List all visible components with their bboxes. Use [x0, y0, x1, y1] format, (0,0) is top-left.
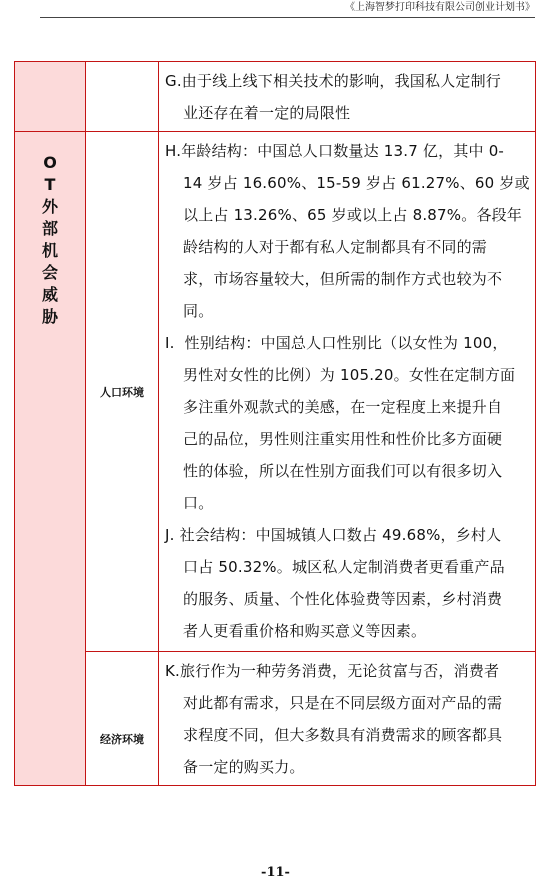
content-cell: [159, 132, 536, 652]
page-header: [40, 0, 535, 18]
category-title: OT外部机会威胁: [41, 153, 58, 326]
subcategory-cell: [86, 652, 159, 786]
content-cell: [159, 62, 536, 132]
subcategory-label: 人口环境: [100, 385, 144, 399]
category-cell: [15, 132, 86, 786]
document-title: 《上海智梦打印科技有限公司创业计划书》: [345, 2, 535, 13]
list-item: G.由于线上线下相关技术的影响，我国私人定制行 业还存在着一定的局限性: [165, 72, 501, 122]
subcategory-cell: [86, 132, 159, 652]
list-item: K.旅行作为一种劳务消费，无论贫富与否，消费者 对此都有需求，只是在不同层级方面对产品的需 求程度不同，但大多数具有消费需求的顾客都具 备一定的购买力。: [165, 662, 503, 776]
table-row: [15, 132, 536, 652]
list-item: J. 社会结构：中国城镇人口数占 49.68%，乡村人 口占 50.32%。城区私人定制消费者更看重产品 的服务、质量、个性化体验费等因素，乡村消费 者人更看重价格和购买意义等因素。: [165, 526, 505, 640]
table-row: [15, 652, 536, 786]
list-item: H.年龄结构：中国总人口数量达 13.7 亿，其中 0- 14 岁占 16.60%、15-59 岁占 61.27%、60 岁或 以上占 13.26%、65 岁或以上占 8.87%。各段年 龄结构的人对于都有私人定制都具有不同的需 求，市场容量较大，但所需的制作方式也较为不 同。: [165, 142, 530, 320]
content-cell: [159, 652, 536, 786]
swot-table: [14, 61, 536, 786]
subcategory-label: 经济环境: [100, 733, 144, 746]
category-cell: [15, 62, 86, 132]
list-item: I. 性别结构：中国总人口性别比（以女性为 100， 男性对女性的比例）为 105.20。女性在定制方面 多注重外观款式的美感，在一定程度上来提升自 己的品位，男性则注重实用性和性价比多方面硬 性的体验，所以在性别方面我们可以有很多切入 口。: [165, 334, 516, 512]
subcategory-cell: [86, 62, 159, 132]
table-row: [15, 62, 536, 132]
page-number: -11-: [261, 865, 290, 880]
